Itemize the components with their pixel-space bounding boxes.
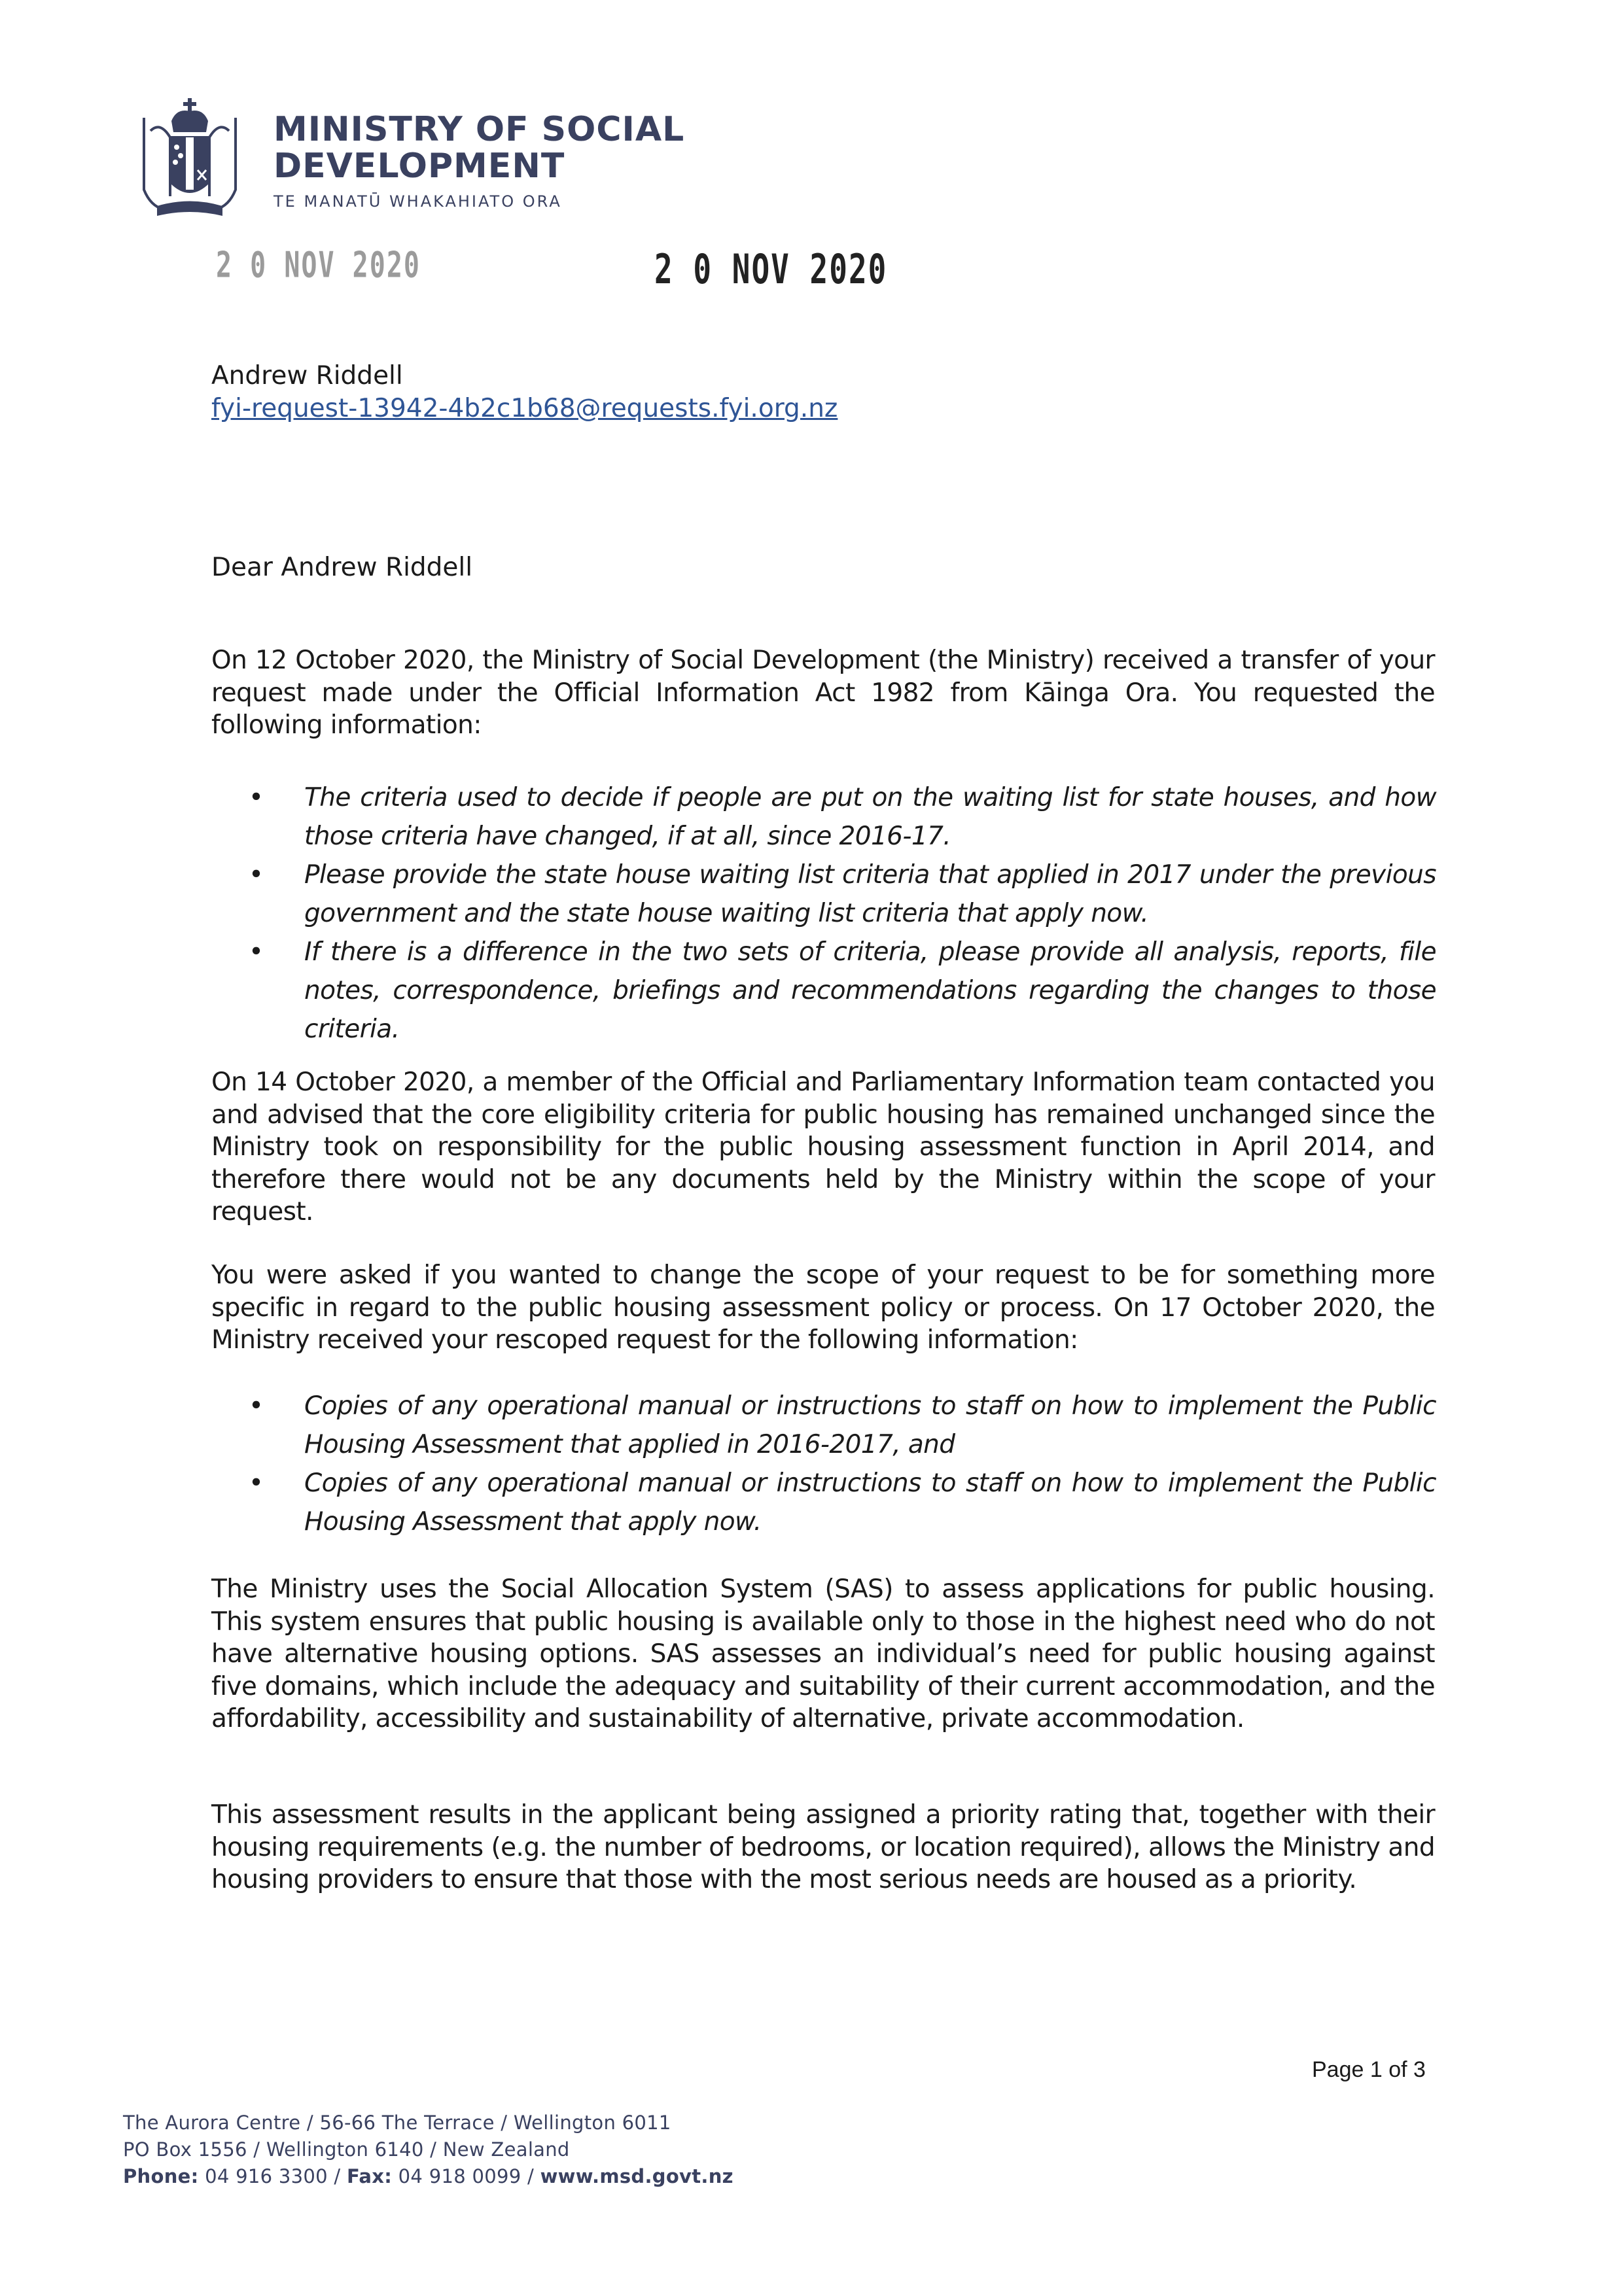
organisation-name	[274, 111, 684, 211]
org-maori-name: TE MANATŪ WHAKAHIATO ORA	[274, 192, 562, 211]
paragraph-transfer: On 12 October 2020, the Ministry of Social Development (the Ministry) received a transfer of your request made under the Official Information Act 1982 from Kāinga Ora. You requested the following information:	[211, 646, 1435, 740]
rescoped-request-list	[249, 1387, 1436, 1541]
footer-contact-line	[123, 2163, 733, 2190]
org-name-line2: DEVELOPMENT	[274, 147, 565, 186]
fax-label: Fax:	[346, 2165, 393, 2187]
paragraph-contact: On 14 October 2020, a member of the Official and Parliamentary Information team contacted you and advised that the core eligibility criteria for public housing has remained unchanged since the Ministry took on responsibility for the public housing assessment function in April 2014, and therefore there would not be any documents held by the Ministry within the scope of your request.	[211, 1068, 1435, 1226]
list-item: • If there is a difference in the two sets of criteria, please provide all analysis, reports, file notes, correspondence, briefings and recommendations regarding the changes to those criteria.	[249, 933, 1436, 1049]
recipient-email-link[interactable]: fyi-request-13942-4b2c1b68@requests.fyi.org.nz	[211, 394, 838, 423]
list-item: • The criteria used to decide if people are put on the waiting list for state houses, and how those criteria have changed, if at all, since 2016-17.	[249, 778, 1436, 856]
paragraph-rescope: You were asked if you wanted to change the scope of your request to be for something more specific in regard to the public housing assessment policy or process. On 17 October 2020, the Ministry received your rescoped request for the following information:	[211, 1261, 1435, 1355]
org-name-line1: MINISTRY OF SOCIAL	[274, 110, 685, 149]
letterhead	[124, 92, 684, 222]
list-item: • Copies of any operational manual or instructions to staff on how to implement the Public Housing Assessment that applied in 2016-2017, and	[249, 1387, 1436, 1464]
original-request-list	[249, 778, 1436, 1049]
footer-address-line2: PO Box 1556 / Wellington 6140 / New Zealand	[123, 2138, 570, 2161]
salutation: Dear Andrew Riddell	[211, 553, 473, 582]
recipient-name: Andrew Riddell	[211, 361, 403, 391]
phone-number: 04 916 3300 /	[198, 2165, 347, 2187]
paragraph-priority: This assessment results in the applicant being assigned a priority rating that, together with their housing requirements (e.g. the number of bedrooms, or location required), allows the Ministry and housing providers to ensure that those with the most serious needs are housed as a priority.	[211, 1800, 1435, 1894]
recipient-block	[211, 360, 838, 425]
list-item: • Please provide the state house waiting list criteria that applied in 2017 under the previous government and the state house waiting list criteria that apply now.	[249, 856, 1436, 933]
list-item: • Copies of any operational manual or instructions to staff on how to implement the Public Housing Assessment that apply now.	[249, 1464, 1436, 1541]
phone-label: Phone:	[123, 2165, 199, 2187]
page-number: Page 1 of 3	[1312, 2057, 1426, 2082]
date-stamp-faded: 2 0 NOV 2020	[216, 245, 421, 287]
date-stamp: 2 0 NOV 2020	[654, 245, 888, 293]
fax-number: 04 918 0099 /	[392, 2165, 540, 2187]
paragraph-sas: The Ministry uses the Social Allocation System (SAS) to assess applications for public housing. This system ensures that public housing is available only to those in the highest need who do not have alternative housing options. SAS assesses an individual’s need for public housing against five domains, which include the adequacy and suitability of their current accommodation, and the affordability, accessibility and sustainability of alternative, private accommodation.	[211, 1574, 1435, 1733]
footer-address-line1: The Aurora Centre / 56-66 The Terrace / Wellington 6011	[123, 2112, 671, 2134]
nz-coat-of-arms-icon	[124, 92, 255, 222]
website-link[interactable]: www.msd.govt.nz	[540, 2165, 733, 2187]
footer	[123, 2110, 733, 2190]
